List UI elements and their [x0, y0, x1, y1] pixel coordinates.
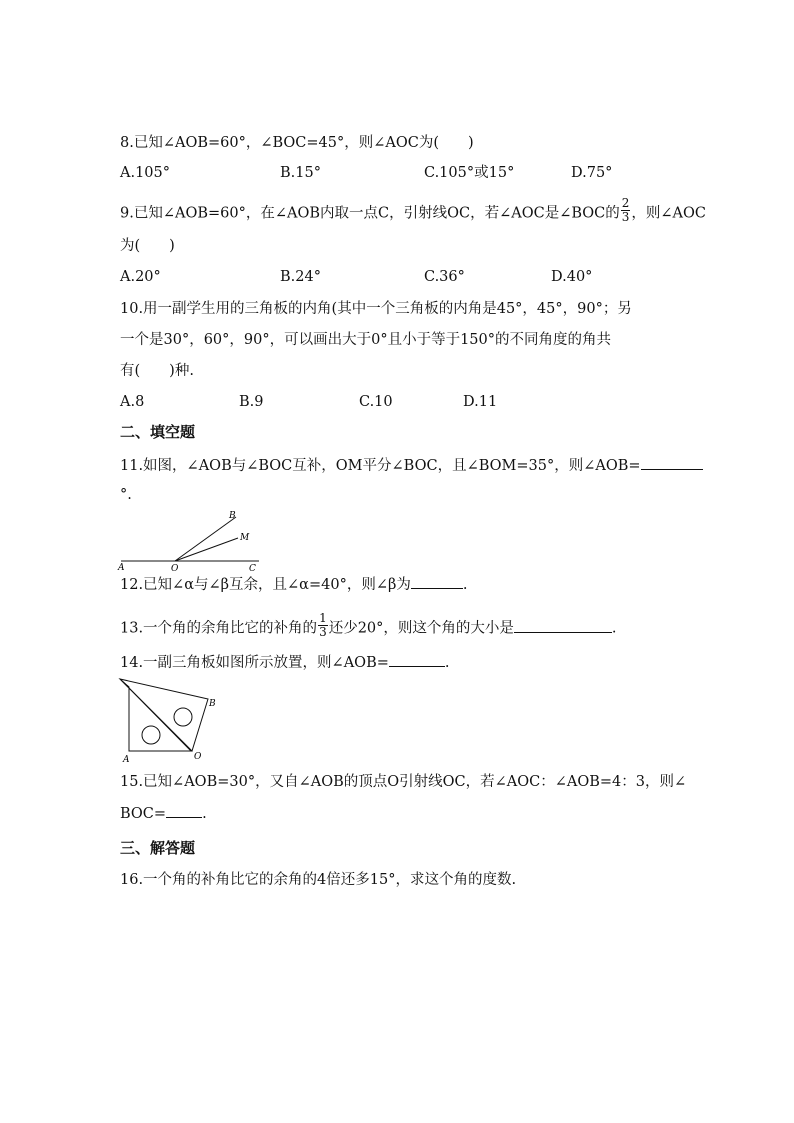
section-2-title: 二、填空题 [120, 423, 196, 441]
question-9-stem-a: 9.已知∠AOB=60°，在∠AOB内取一点C，引射线OC，若∠AOC是∠BOC的 [120, 205, 620, 222]
question-13-fraction-denominator: 3 [319, 625, 327, 639]
section-3-title: 三、解答题 [120, 839, 196, 857]
question-12-end: . [462, 577, 468, 593]
figure-14-triangle-rulers [115, 673, 225, 765]
figure-11-label-o: O [171, 564, 179, 572]
question-9-fraction-denominator: 3 [621, 210, 630, 224]
question-10-stem-line2: 一个是30°，60°，90°，可以画出大于0°且小于等于150°的不同角度的角共 [120, 332, 612, 348]
question-14-stem: 14.一副三角板如图所示放置，则∠AOB= [120, 655, 389, 671]
question-10-stem-line1: 10.用一副学生用的三角板的内角(其中一个三角板的内角是45°，45°，90°；另 [120, 301, 632, 317]
question-14-end: . [444, 655, 450, 671]
question-13-fraction [318, 612, 328, 639]
figure-11-label-c: C [249, 564, 256, 572]
question-9-fraction [621, 197, 631, 224]
question-13-answer-blank[interactable] [514, 618, 612, 633]
question-11-stem: 11.如图，∠AOB与∠BOC互补，OM平分∠BOC，且∠BOM=35°，则∠AOB= [120, 458, 641, 474]
question-15-stem-line2 [120, 803, 207, 824]
question-14-stem-line [120, 652, 449, 673]
question-10-stem-line3: 有( )种. [120, 363, 194, 379]
question-15-stem-b: BOC= [120, 806, 167, 822]
figure-14-label-o: O [194, 752, 202, 762]
question-9-option-c: C.36° [424, 269, 465, 285]
question-8-option-a: A.105° [120, 165, 171, 181]
question-12-stem-line [120, 574, 467, 595]
question-8-option-d: D.75° [571, 165, 613, 181]
question-11-stem-line2: °. [120, 487, 132, 503]
question-15-stem-line1: 15.已知∠AOB=30°，又自∠AOB的顶点O引射线OC，若∠AOC：∠AOB=4：3，则∠ [120, 774, 687, 790]
question-12-stem: 12.已知∠α与∠β互余，且∠α=40°，则∠β为 [120, 577, 411, 593]
figure-11-ray-om [175, 538, 238, 561]
question-15-answer-blank[interactable] [166, 803, 202, 818]
question-11-stem-line1 [120, 455, 703, 476]
figure-14-triangle-30-60 [120, 679, 208, 751]
figure-11-ray-ob [175, 517, 236, 561]
question-8-option-b: B.15° [280, 165, 321, 181]
figure-11-label-b: B [229, 511, 236, 521]
question-11-answer-blank[interactable] [641, 455, 703, 470]
question-10-option-a: A.8 [120, 394, 145, 410]
question-13-end: . [611, 620, 617, 637]
figure-14-label-a: A [123, 755, 130, 765]
question-9-option-a: A.20° [120, 269, 161, 285]
question-10-option-c: C.10 [359, 394, 393, 410]
figure-11-angle-diagram [115, 506, 265, 572]
question-9-stem-line1 [120, 196, 706, 227]
figure-11-label-m: M [240, 533, 250, 543]
question-9-fraction-numerator: 2 [621, 196, 630, 210]
figure-14-hole-left [142, 726, 160, 744]
question-9-option-d: D.40° [551, 269, 593, 285]
question-13-stem-line [120, 611, 617, 642]
question-14-answer-blank[interactable] [389, 652, 445, 667]
figure-14-label-b: B [209, 699, 216, 709]
question-8-option-c: C.105°或15° [424, 165, 515, 181]
question-13-stem-a: 13.一个角的余角比它的补角的 [120, 620, 318, 637]
question-10-option-b: B.9 [239, 394, 264, 410]
question-9-option-b: B.24° [280, 269, 321, 285]
question-8-stem: 8.已知∠AOB=60°，∠BOC=45°，则∠AOC为( ) [120, 135, 474, 151]
question-15-end: . [202, 806, 207, 822]
question-10-option-d: D.11 [463, 394, 498, 410]
question-9-stem-line2: 为( ) [120, 238, 175, 254]
question-16-stem: 16.一个角的补角比它的余角的4倍还多15°，求这个角的度数. [120, 872, 517, 888]
question-13-stem-b: 还少20°，则这个角的大小是 [328, 620, 514, 637]
question-13-fraction-numerator: 1 [319, 611, 327, 625]
figure-11-label-a: A [118, 563, 125, 572]
question-12-answer-blank[interactable] [411, 574, 463, 589]
question-9-stem-b: ，则∠AOC [631, 205, 706, 222]
figure-14-hole-right [174, 708, 192, 726]
